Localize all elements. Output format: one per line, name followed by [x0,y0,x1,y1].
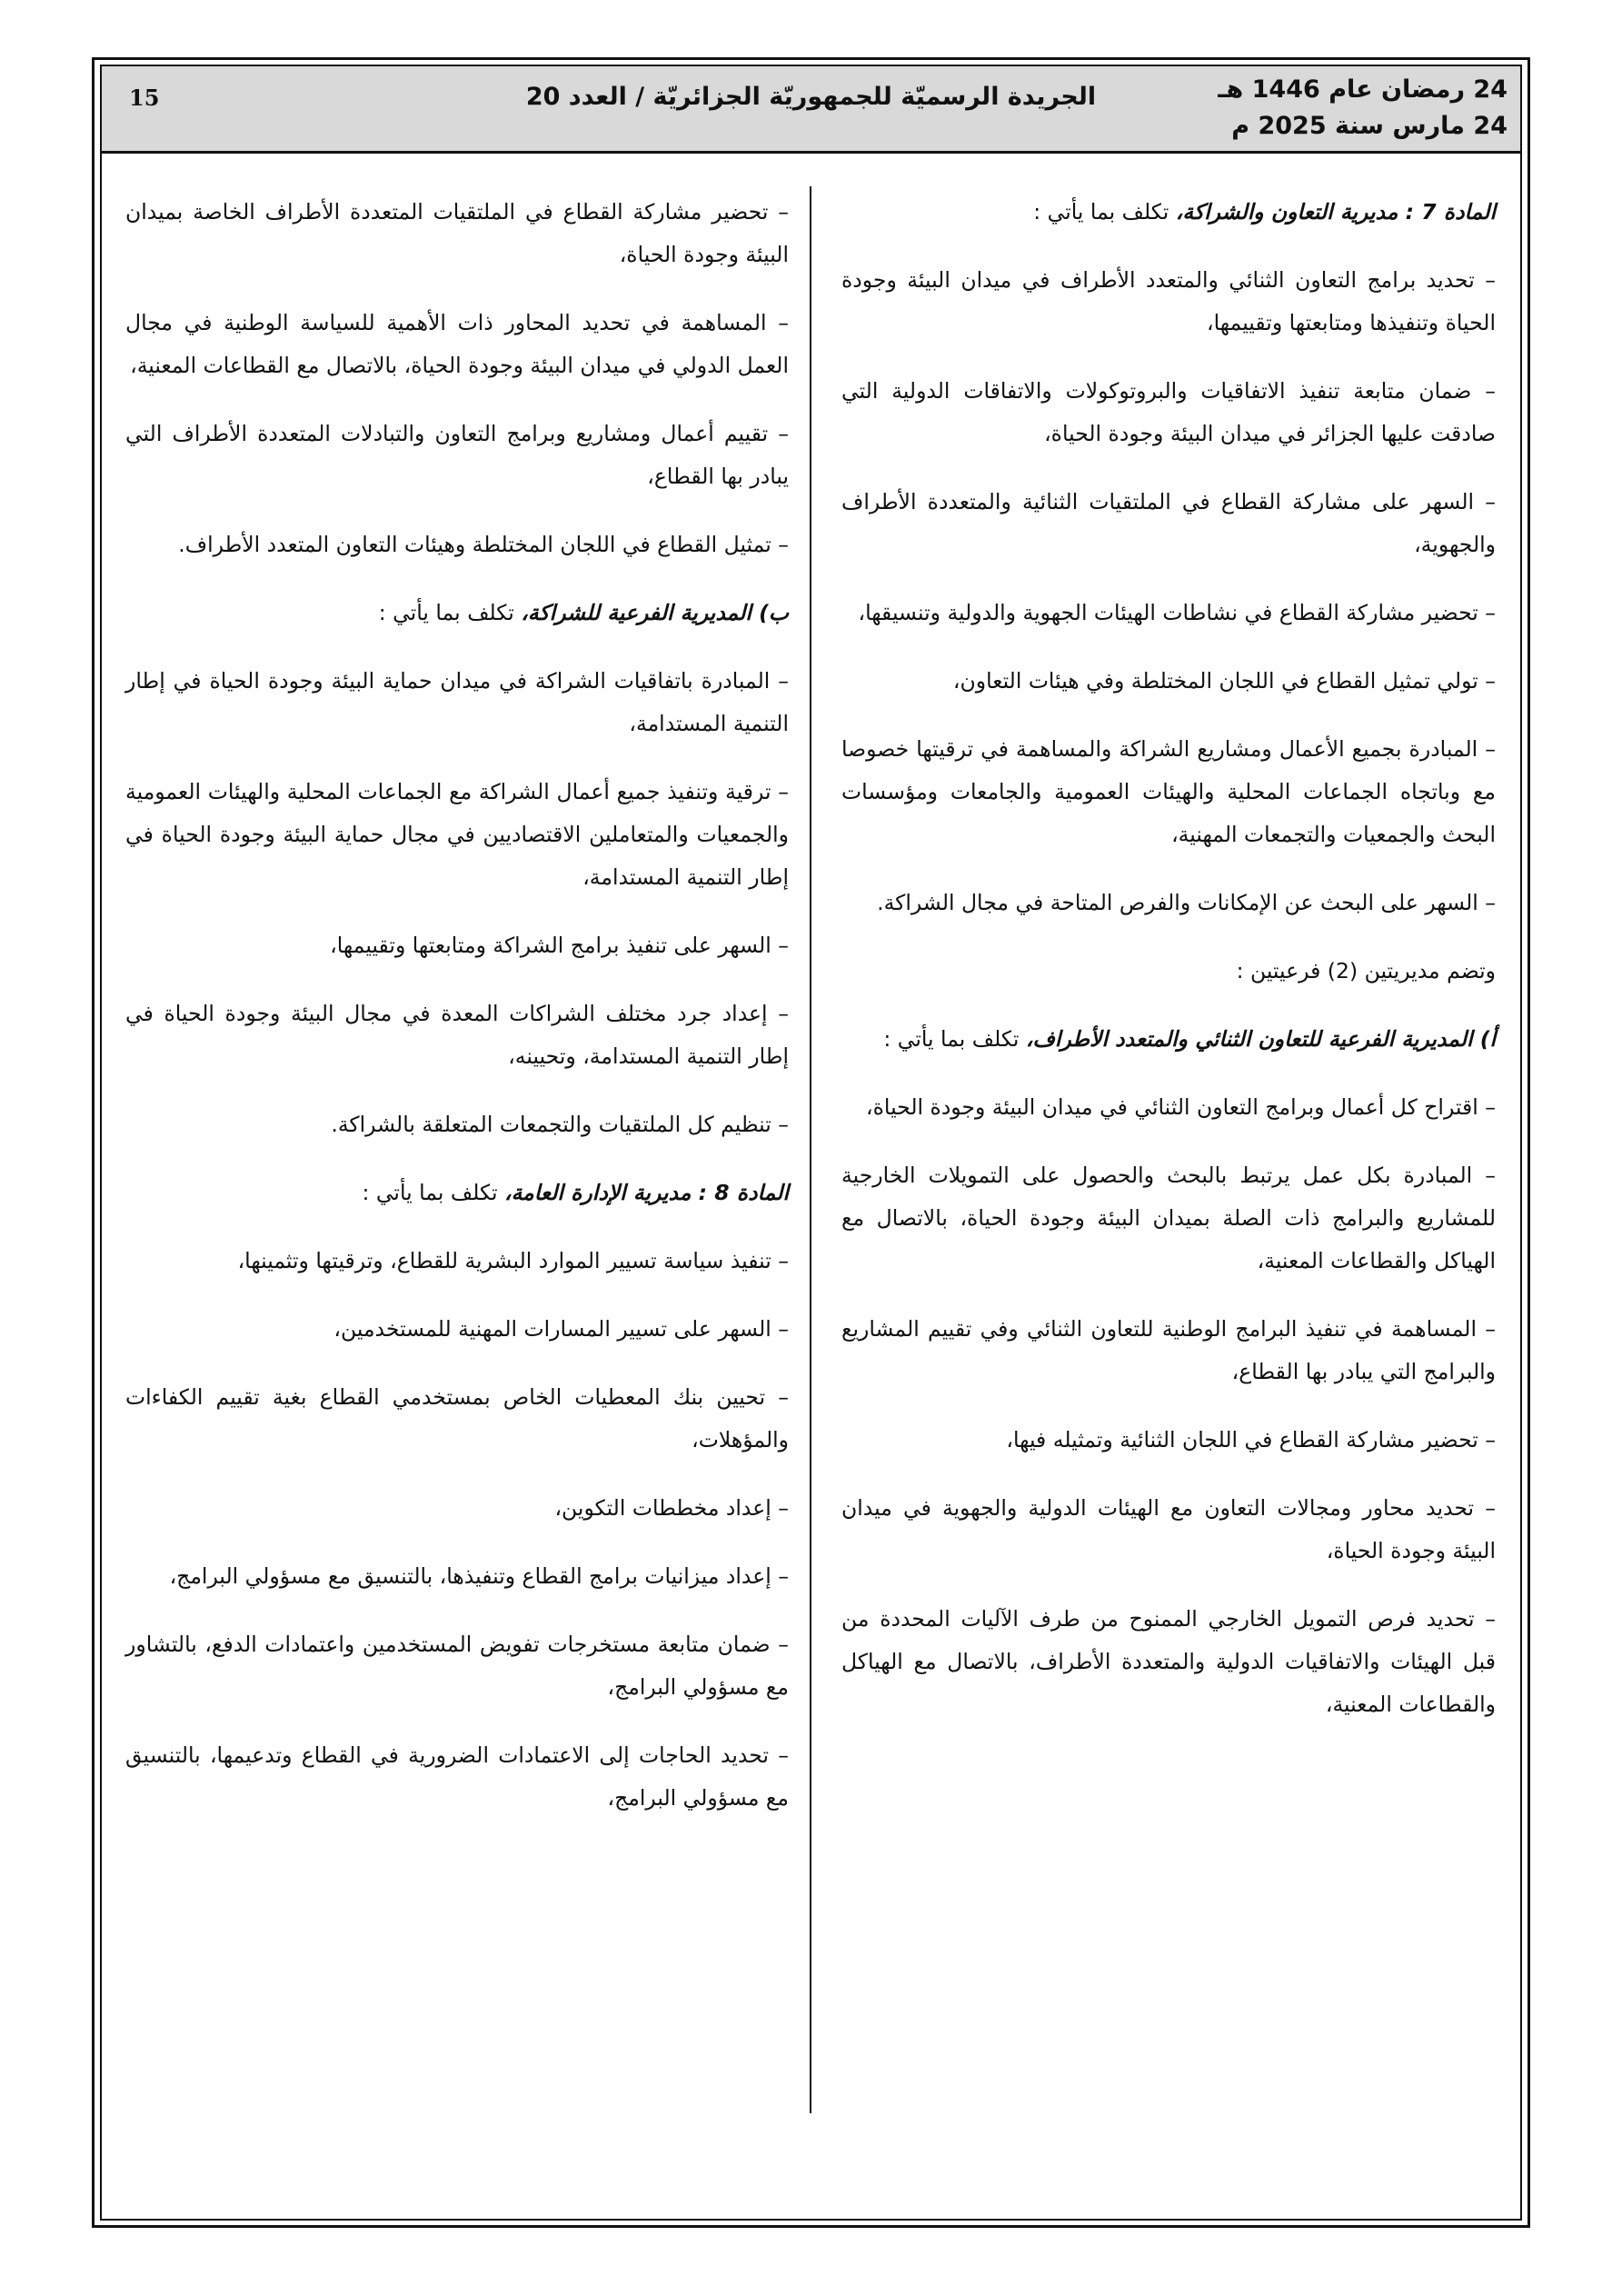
paragraph: – المساهمة في تحديد المحاور ذات الأهمية للسياسة الوطنية في مجال العمل الدولي في ميدان البيئة وجودة الحياة، بالاتصال مع القطاعات المعنية، [125,310,789,378]
paragraph: وتضم مديريتين (2) فرعيتين : [1236,958,1496,983]
paragraph: – السهر على تنفيذ برامج الشراكة ومتابعتها وتقييمها، [330,933,789,958]
paragraph: – تحضير مشاركة القطاع في الملتقيات المتعددة الأطراف الخاصة بميدان البيئة وجودة الحياة، [125,199,789,267]
paragraph: – تحيين بنك المعطيات الخاص بمستخدمي القطاع بغية تقييم الكفاءات والمؤهلات، [125,1384,789,1452]
paragraph: – إعداد جرد مختلف الشراكات المعدة في مجال البيئة وجودة الحياة في إطار التنمية المستدامة، وتحيينه، [125,1001,789,1069]
article-heading-lead: المادة 7 : مديرية التعاون والشراكة، [1175,199,1496,225]
paragraph: – إعداد مخططات التكوين، [554,1495,789,1521]
paragraph: – تحديد فرص التمويل الخارجي الممنوح من طرف الآليات المحددة من قبل الهيئات والاتفاقيات الدولية والمتعددة الأطراف، بالاتصال مع الهياكل والقطاعات المعنية، [841,1606,1496,1717]
paragraph: – إعداد ميزانيات برامج القطاع وتنفيذها، بالتنسيق مع مسؤولي البرامج، [169,1563,789,1589]
article-heading-rest: تكلف بما يأتي : [362,1180,504,1205]
paragraph: – المبادرة باتفاقيات الشراكة في ميدان حماية البيئة وجودة الحياة في إطار التنمية المستدامة، [125,668,789,736]
page-header [102,66,1520,154]
paragraph: – تولي تمثيل القطاع في اللجان المختلطة وفي هيئات التعاون، [952,668,1496,694]
paragraph: – ضمان متابعة تنفيذ الاتفاقيات والبروتوكولات والاتفاقات الدولية التي صادقت عليها الجزائر في ميدان البيئة وجودة الحياة، [841,378,1496,446]
paragraph: – تنظيم كل الملتقيات والتجمعات المتعلقة بالشراكة. [331,1112,789,1137]
article-heading-rest: تكلف بما يأتي : [378,600,522,625]
left-column [125,191,789,1845]
paragraph: – ترقية وتنفيذ جميع أعمال الشراكة مع الجماعات المحلية والهيئات العمومية والجمعيات والمتعاملين الاقتصاديين في مجال حماية البيئة وجودة الحياة في إطار التنمية المستدامة، [125,779,789,890]
article-heading [125,592,789,634]
page-number: 15 [129,85,160,111]
article-heading-lead: المادة 8 : مديرية الإدارة العامة، [503,1180,789,1205]
paragraph: – تحضير مشاركة القطاع في نشاطات الهيئات الجهوية والدولية وتنسيقها، [858,600,1496,625]
paragraph: – السهر على مشاركة القطاع في الملتقيات الثنائية والمتعددة الأطراف والجهوية، [841,489,1496,557]
article-heading-lead: ب) المديرية الفرعية للشراكة، [521,600,789,625]
paragraph: – تقييم أعمال ومشاريع وبرامج التعاون والتبادلات المتعددة الأطراف التي يبادر بها القطاع، [125,421,789,489]
gregorian-date: 24 مارس سنة 2025 م [1231,112,1508,140]
gazette-title: الجريدة الرسميّة للجمهوريّة الجزائريّة / العدد 20 [525,83,1097,111]
column-divider [810,186,811,2113]
article-heading [841,1018,1496,1061]
paragraph: – اقتراح كل أعمال وبرامج التعاون الثنائي في ميدان البيئة وجودة الحياة، [866,1094,1496,1120]
paragraph: – ضمان متابعة مستخرجات تفويض المستخدمين واعتمادات الدفع، بالتشاور مع مسؤولي البرامج، [125,1632,789,1700]
paragraph: – تحديد الحاجات إلى الاعتمادات الضرورية في القطاع وتدعيمها، بالتنسيق مع مسؤولي البرامج، [125,1742,789,1811]
paragraph: – تحديد محاور ومجالات التعاون مع الهيئات الدولية والجهوية في ميدان البيئة وجودة الحياة، [841,1495,1496,1563]
paragraph: – تحضير مشاركة القطاع في اللجان الثنائية وتمثيله فيها، [1006,1427,1496,1452]
article-heading [125,1172,789,1214]
paragraph: – تحديد برامج التعاون الثنائي والمتعدد الأطراف في ميدان البيئة وجودة الحياة وتنفيذها ومتابعتها وتقييمها، [841,267,1496,335]
paragraph: – المساهمة في تنفيذ البرامج الوطنية للتعاون الثنائي وفي تقييم المشاريع والبرامج التي يبادر بها القطاع، [841,1316,1496,1384]
article-heading-rest: تكلف بما يأتي : [883,1026,1026,1052]
article-heading [841,191,1496,234]
paragraph: – تنفيذ سياسة تسيير الموارد البشرية للقطاع، وترقيتها وتثمينها، [237,1248,789,1273]
hijri-date: 24 رمضان عام 1446 هـ [1218,75,1508,104]
paragraph: – السهر على تسيير المسارات المهنية للمستخدمين، [333,1316,789,1342]
article-heading-rest: تكلف بما يأتي : [1033,199,1176,225]
paragraph: – السهر على البحث عن الإمكانات والفرص المتاحة في مجال الشراكة. [877,890,1496,915]
article-heading-lead: أ) المديرية الفرعية للتعاون الثنائي والمتعدد الأطراف، [1025,1026,1496,1052]
paragraph: – المبادرة بجميع الأعمال ومشاريع الشراكة والمساهمة في ترقيتها خصوصا مع وباتجاه الجماعات المحلية والهيئات العمومية والجامعات ومؤسسات البحث والجمعيات والتجمعات المهنية، [841,736,1496,847]
right-column [841,191,1496,1752]
paragraph: – المبادرة بكل عمل يرتبط بالبحث والحصول على التمويلات الخارجية للمشاريع والبرامج ذات الصلة بميدان البيئة وجودة الحياة، بالاتصال مع الهياكل والقطاعات المعنية، [841,1163,1496,1273]
paragraph: – تمثيل القطاع في اللجان المختلطة وهيئات التعاون المتعدد الأطراف. [178,532,789,557]
